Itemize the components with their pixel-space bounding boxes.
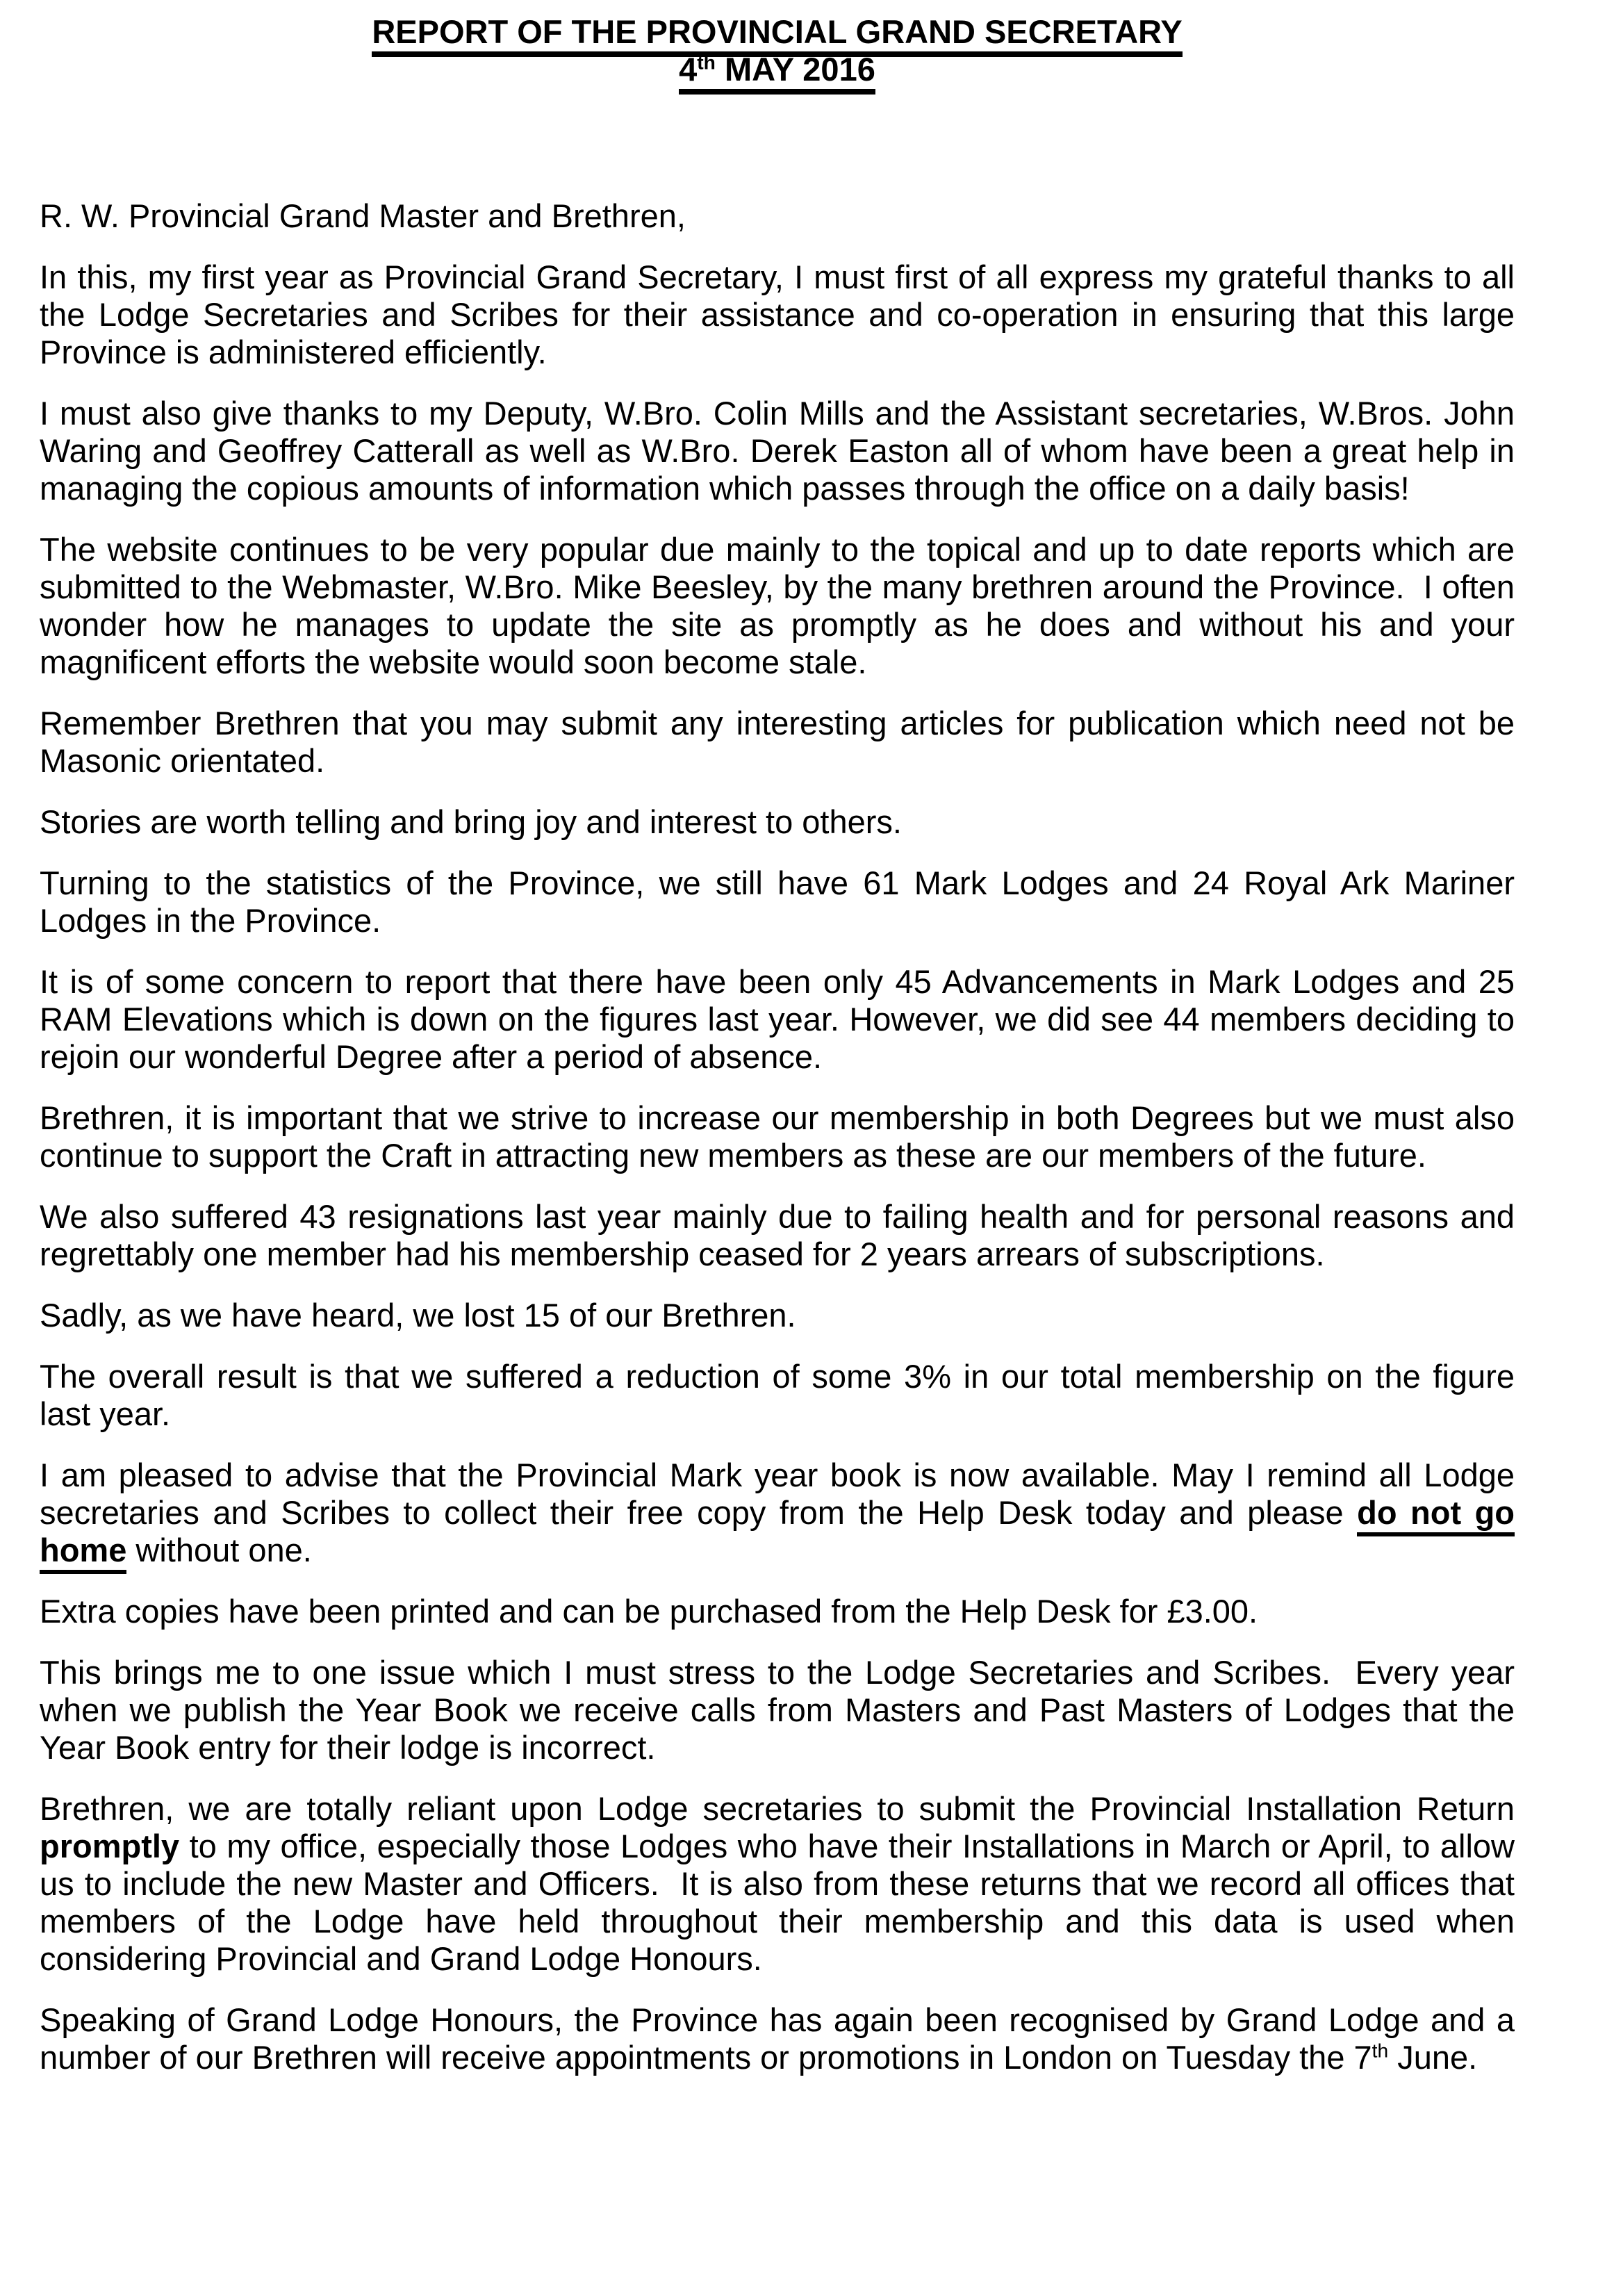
paragraph-intro-thanks: In this, my first year as Provincial Grand Secretary, I must first of all express my grateful thanks to all the Lodge Secretaries and Scribes for their assistance and co-operation in ensuring that this large Province is administered efficiently. <box>40 259 1515 370</box>
paragraph-grand-lodge-honours <box>40 2001 1515 2076</box>
paragraph-text: without one. <box>126 1532 312 1568</box>
salutation: R. W. Provincial Grand Master and Brethren, <box>40 197 686 234</box>
paragraph-resignations: We also suffered 43 resignations last year mainly due to failing health and for personal reasons and regrettably one member had his membership ceased for 2 years arrears of subscriptions. <box>40 1198 1515 1272</box>
paragraph-yearbook-errors: This brings me to one issue which I must stress to the Lodge Secretaries and Scribes. Every year when we publish the Year Book we receive calls from Masters and Past Masters of Lodges that the Year Book entry for their lodge is incorrect. <box>40 1654 1515 1766</box>
paragraph-membership-drive: Brethren, it is important that we strive to increase our membership in both Degrees but we must also continue to support the Craft in attracting new members as these are our members of the future. <box>40 1099 1515 1174</box>
do-not-go-home-emphasis: do not go home <box>40 1494 1515 1574</box>
paragraph-advancements: It is of some concern to report that there have been only 45 Advancements in Mark Lodges and 25 RAM Elevations which is down on the figures last year. However, we did see 44 members deciding to rejoin our wonderful Degree after a period of absence. <box>40 963 1515 1075</box>
paragraph-deputy-thanks: I must also give thanks to my Deputy, W.Bro. Colin Mills and the Assistant secretaries, W.Bros. John Waring and Geoffrey Catterall as well as W.Bro. Derek Easton all of whom have been a great help in managing the copious amounts of information which passes through the office on a daily basis! <box>40 395 1515 507</box>
report-title-text: REPORT OF THE PROVINCIAL GRAND SECRETARY <box>372 13 1182 57</box>
report-header <box>40 13 1515 88</box>
paragraph-installation-returns <box>40 1790 1515 1978</box>
paragraph-yearbook-available <box>40 1457 1515 1569</box>
report-date <box>40 51 1515 88</box>
paragraph-website: The website continues to be very popular due mainly to the topical and up to date reports which are submitted to the Webmaster, W.Bro. Mike Beesley, by the many brethren around the Province. I often wonder how he manages to update the site as promptly as he does and without his and your magnificent efforts the website would soon become stale. <box>40 531 1515 680</box>
paragraph-text: to my office, especially those Lodges who have their Installations in March or April, to allow us to include the new Master and Officers. It is also from these returns that we record all offices that members of the Lodge have held throughout their membership and this data is used when considering Provincial and Grand Lodge Honours. <box>40 1828 1515 1977</box>
report-title <box>40 13 1515 51</box>
date-day: 7 <box>1353 2039 1372 2076</box>
paragraph-extra-copies: Extra copies have been printed and can be purchased from the Help Desk for £3.00. <box>40 1593 1258 1630</box>
paragraph-text: Brethren, we are totally reliant upon Lodge secretaries to submit the Provincial Installation Return <box>40 1790 1515 1827</box>
paragraph-text: Speaking of Grand Lodge Honours, the Province has again been recognised by Grand Lodge and a number of our Brethren will receive appointments or promotions in London on Tuesday the <box>40 2001 1515 2076</box>
report-date-text <box>679 51 875 95</box>
promptly-emphasis: promptly <box>40 1828 180 1864</box>
date-day: 4 <box>679 51 698 88</box>
paragraph-statistics: Turning to the statistics of the Province, we still have 61 Mark Lodges and 24 Royal Ark Mariner Lodges in the Province. <box>40 864 1515 939</box>
paragraph-overall-result: The overall result is that we suffered a reduction of some 3% in our total membership on the figure last year. <box>40 1358 1515 1432</box>
date-ordinal-superscript: th <box>697 51 716 74</box>
date-ordinal-superscript: th <box>1372 2039 1389 2062</box>
paragraph-text: I am pleased to advise that the Provincial Mark year book is now available. May I remind all Lodge secretaries and Scribes to collect their free copy from the Help Desk today and please <box>40 1457 1515 1531</box>
paragraph-stories: Stories are worth telling and bring joy and interest to others. <box>40 803 902 840</box>
date-rest: MAY 2016 <box>715 51 875 88</box>
paragraph-losses: Sadly, as we have heard, we lost 15 of our Brethren. <box>40 1297 796 1334</box>
paragraph-text: June. <box>1388 2039 1478 2076</box>
paragraph-submit-articles: Remember Brethren that you may submit any interesting articles for publication which need not be Masonic orientated. <box>40 705 1515 779</box>
